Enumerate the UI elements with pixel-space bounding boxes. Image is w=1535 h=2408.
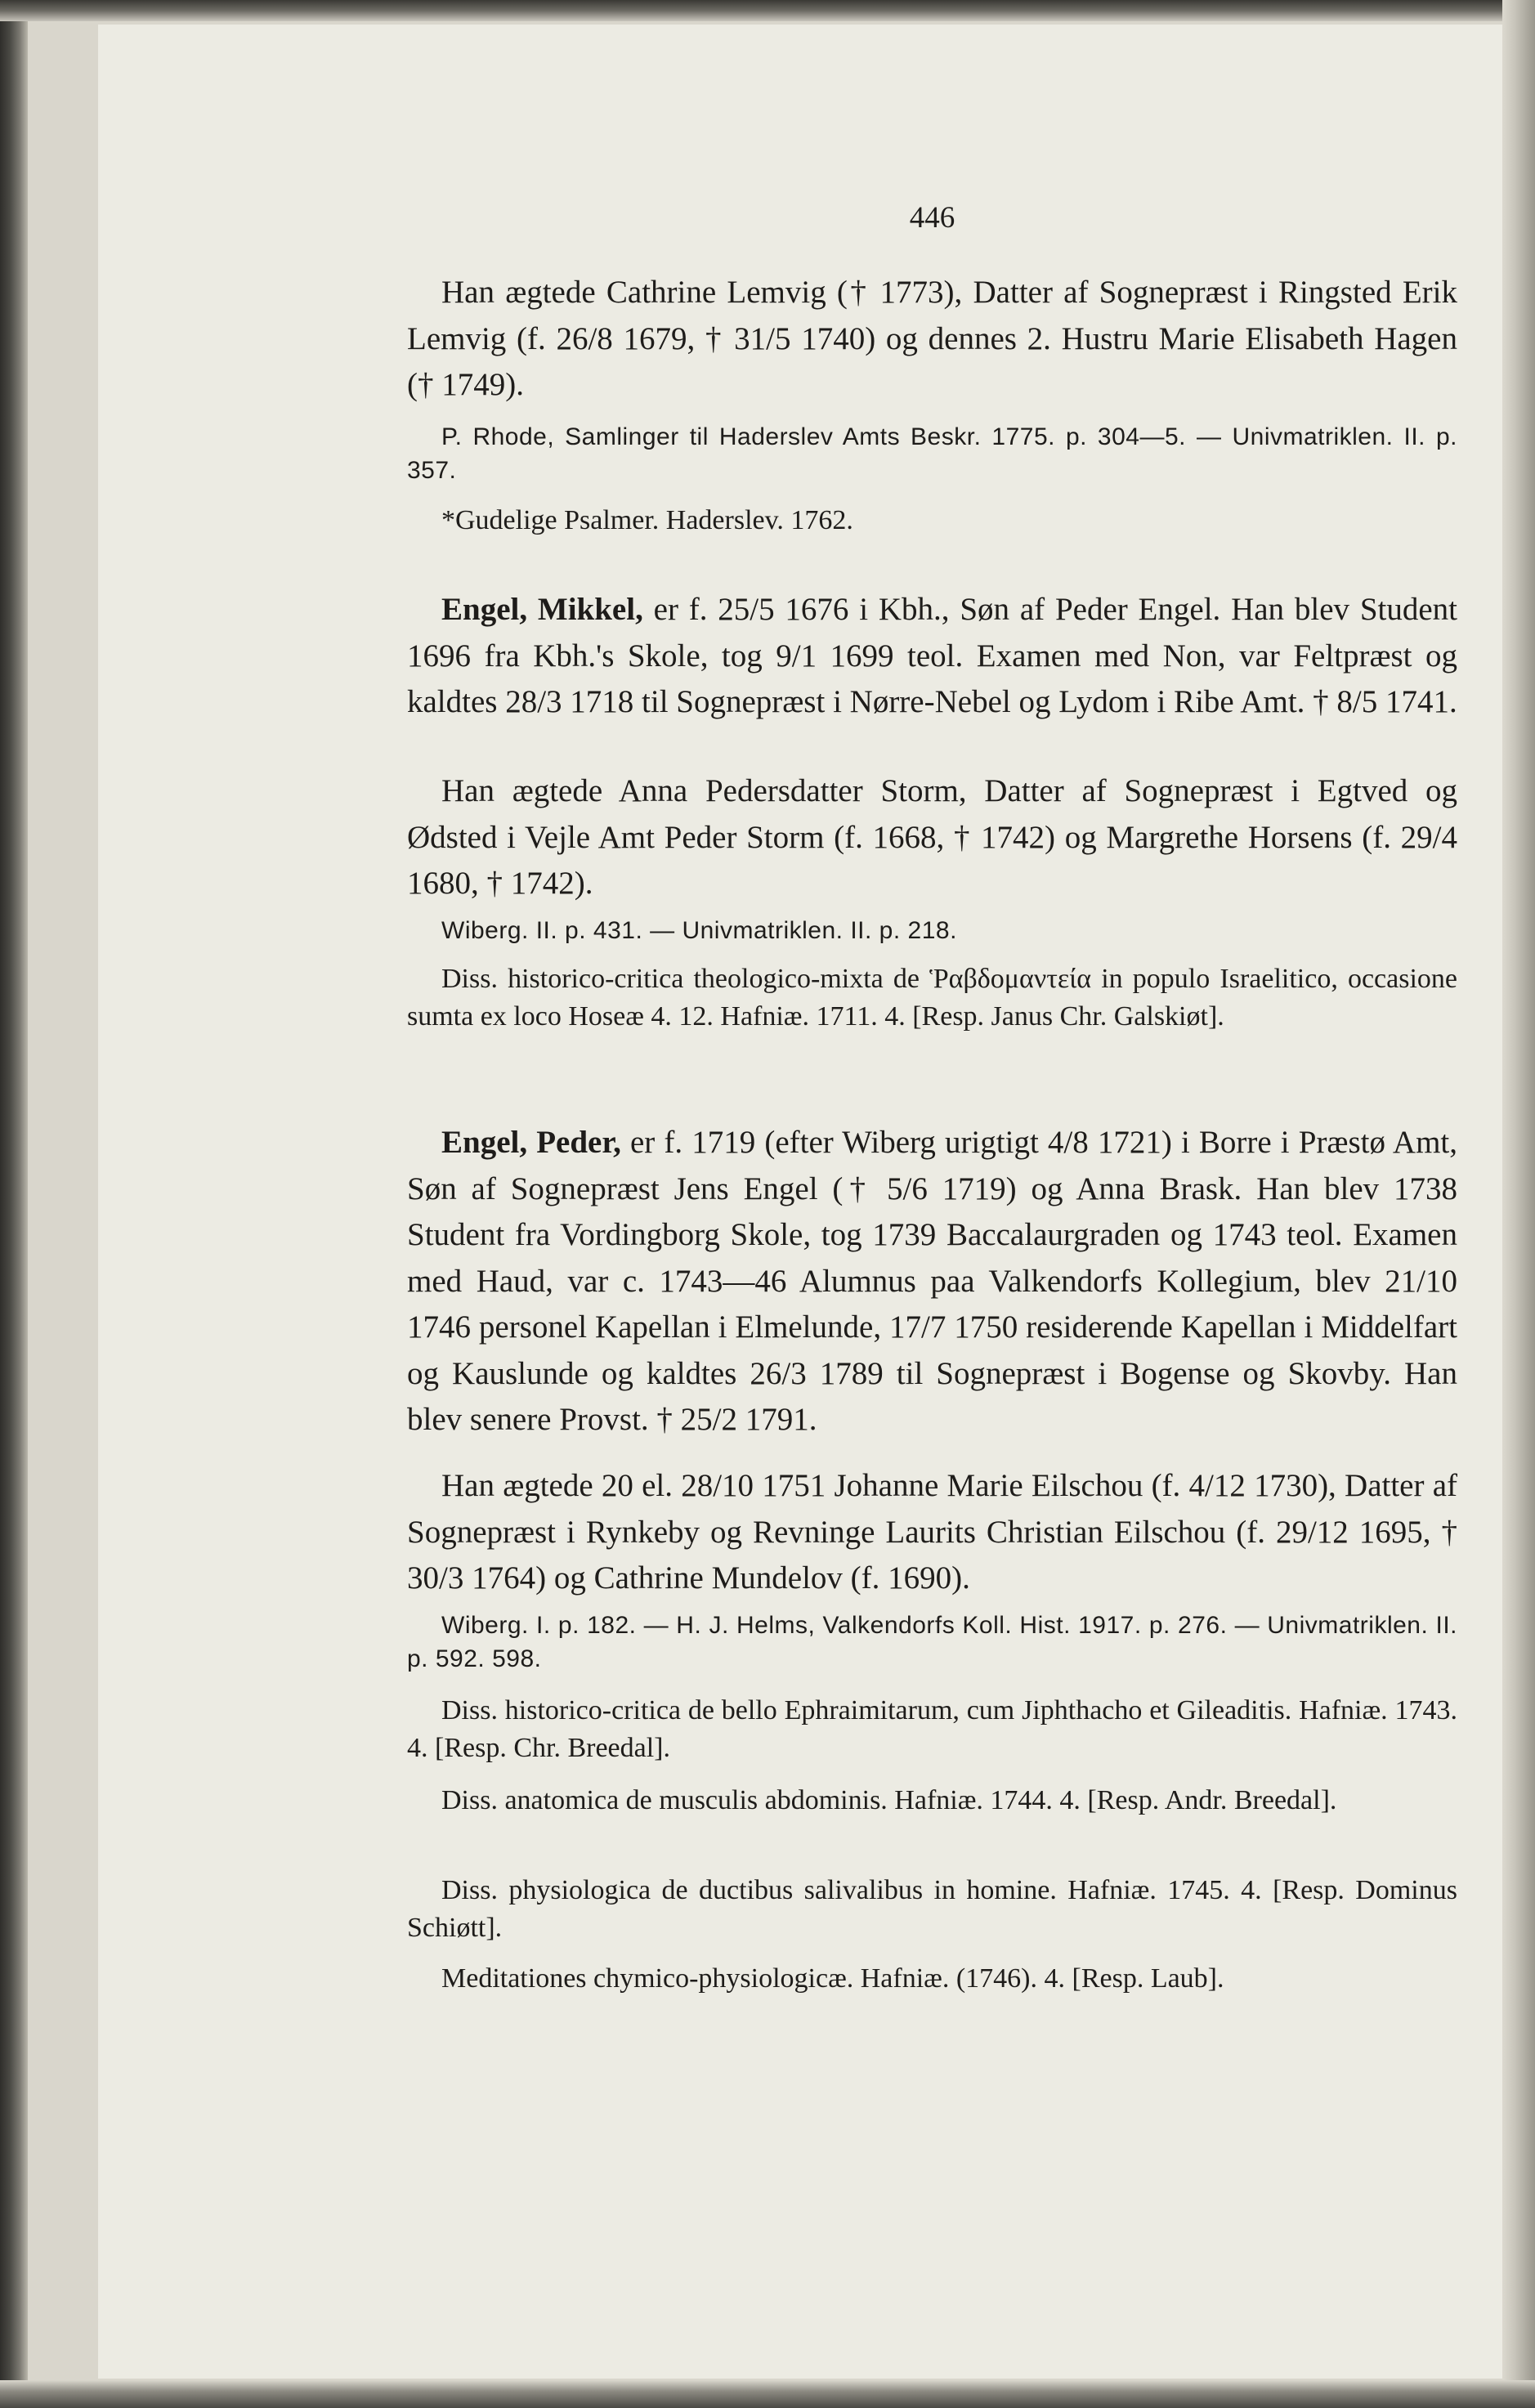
entry-peder-paragraph-2: Han ægtede 20 el. 28/10 1751 Johanne Marie Eilschou (f. 4/12 1730), Datter af Sognepræst i Rynkeby og Revninge Laurits Christian Eilschou (f. 29/12 1695, † 30/3 1764) og Cathrine Mundelov (f. 1690). [407,1468,1457,1596]
page-number: 446 [909,201,955,235]
page-right-edge [1502,0,1535,2408]
entry-peder-reference: Wiberg. I. p. 182. — H. J. Helms, Valkendorfs Koll. Hist. 1917. p. 276. — Univmatriklen. II. p. 592. 598. [407,1612,1457,1672]
entry-peder-work-2: Diss. anatomica de musculis abdominis. Hafniæ. 1744. 4. [Resp. Andr. Breedal]. [441,1785,1337,1815]
page-top-edge [0,0,1535,21]
book-gutter-shadow [0,0,28,2408]
entry-peder-work-1: Diss. historico-critica de bello Ephraimitarum, cum Jiphthacho et Gileaditis. Hafniæ. 1743. 4. [Resp. Chr. Breedal]. [407,1695,1457,1763]
continuation-reference: P. Rhode, Samlinger til Haderslev Amts Beskr. 1775. p. 304—5. — Univmatriklen. II. p. 357. [407,423,1457,484]
entry-mikkel-reference: Wiberg. II. p. 431. — Univmatriklen. II. p. 218. [441,917,957,944]
entry-peder-work-4: Meditationes chymico-physiologicæ. Hafniæ. (1746). 4. [Resp. Laub]. [441,1963,1224,1994]
page-bottom-edge [0,2380,1535,2408]
continuation-work: *Gudelige Psalmer. Haderslev. 1762. [441,505,853,535]
entry-peder-paragraph-1 [407,1120,1457,1443]
entry-mikkel-paragraph-2: Han ægtede Anna Pedersdatter Storm, Datter af Sognepræst i Egtved og Ødsted i Vejle Amt Peder Storm (f. 1668, † 1742) og Margrethe Horsens (f. 29/4 1680, † 1742). [407,773,1457,901]
entry-peder-work-3: Diss. physiologica de ductibus salivalibus in homine. Hafniæ. 1745. 4. [Resp. Dominus Schiøtt]. [407,1875,1457,1943]
entry-peder-headword: Engel, Peder, [441,1125,621,1160]
entry-mikkel-work: Diss. historico-critica theologico-mixta de Ῥαβδομαντεία in populo Israelitico, occasione sumta ex loco Hoseæ 4. 12. Hafniæ. 1711. 4. [Resp. Janus Chr. Galskiøt]. [407,964,1457,1032]
entry-mikkel-text-1: er f. 25/5 1676 i Kbh., Søn af Peder Engel. Han blev Student 1696 fra Kbh.'s Skole, tog 9/1 1699 teol. Examen med Non, var Feltpræst og kaldtes 28/3 1718 til Sognepræst i Nørre-Nebel og Lydom i Ribe Amt. † 8/5 1741. [407,592,1457,719]
entry-mikkel-headword: Engel, Mikkel, [441,592,643,627]
entry-mikkel-paragraph-1 [407,587,1457,726]
continuation-paragraph: Han ægtede Cathrine Lemvig († 1773), Datter af Sognepræst i Ringsted Erik Lemvig (f. 26/8 1679, † 31/5 1740) og dennes 2. Hustru Marie Elisabeth Hagen († 1749). [407,275,1457,402]
entry-peder-text-1: er f. 1719 (efter Wiberg urigtigt 4/8 1721) i Borre i Præstø Amt, Søn af Sognepræst Jens Engel († 5/6 1719) og Anna Brask. Han blev 1738 Student fra Vordingborg Skole, tog 1739 Baccalaurgraden og 1743 teol. Examen med Haud, var c. 1743—46 Alumnus paa Valkendorfs Kollegium, blev 21/10 1746 personel Kapellan i Elmelunde, 17/7 1750 residerende Kapellan i Middelfart og Kauslunde og kaldtes 26/3 1789 til Sognepræst i Bogense og Skovby. Han blev senere Provst. † 25/2 1791. [407,1125,1457,1437]
